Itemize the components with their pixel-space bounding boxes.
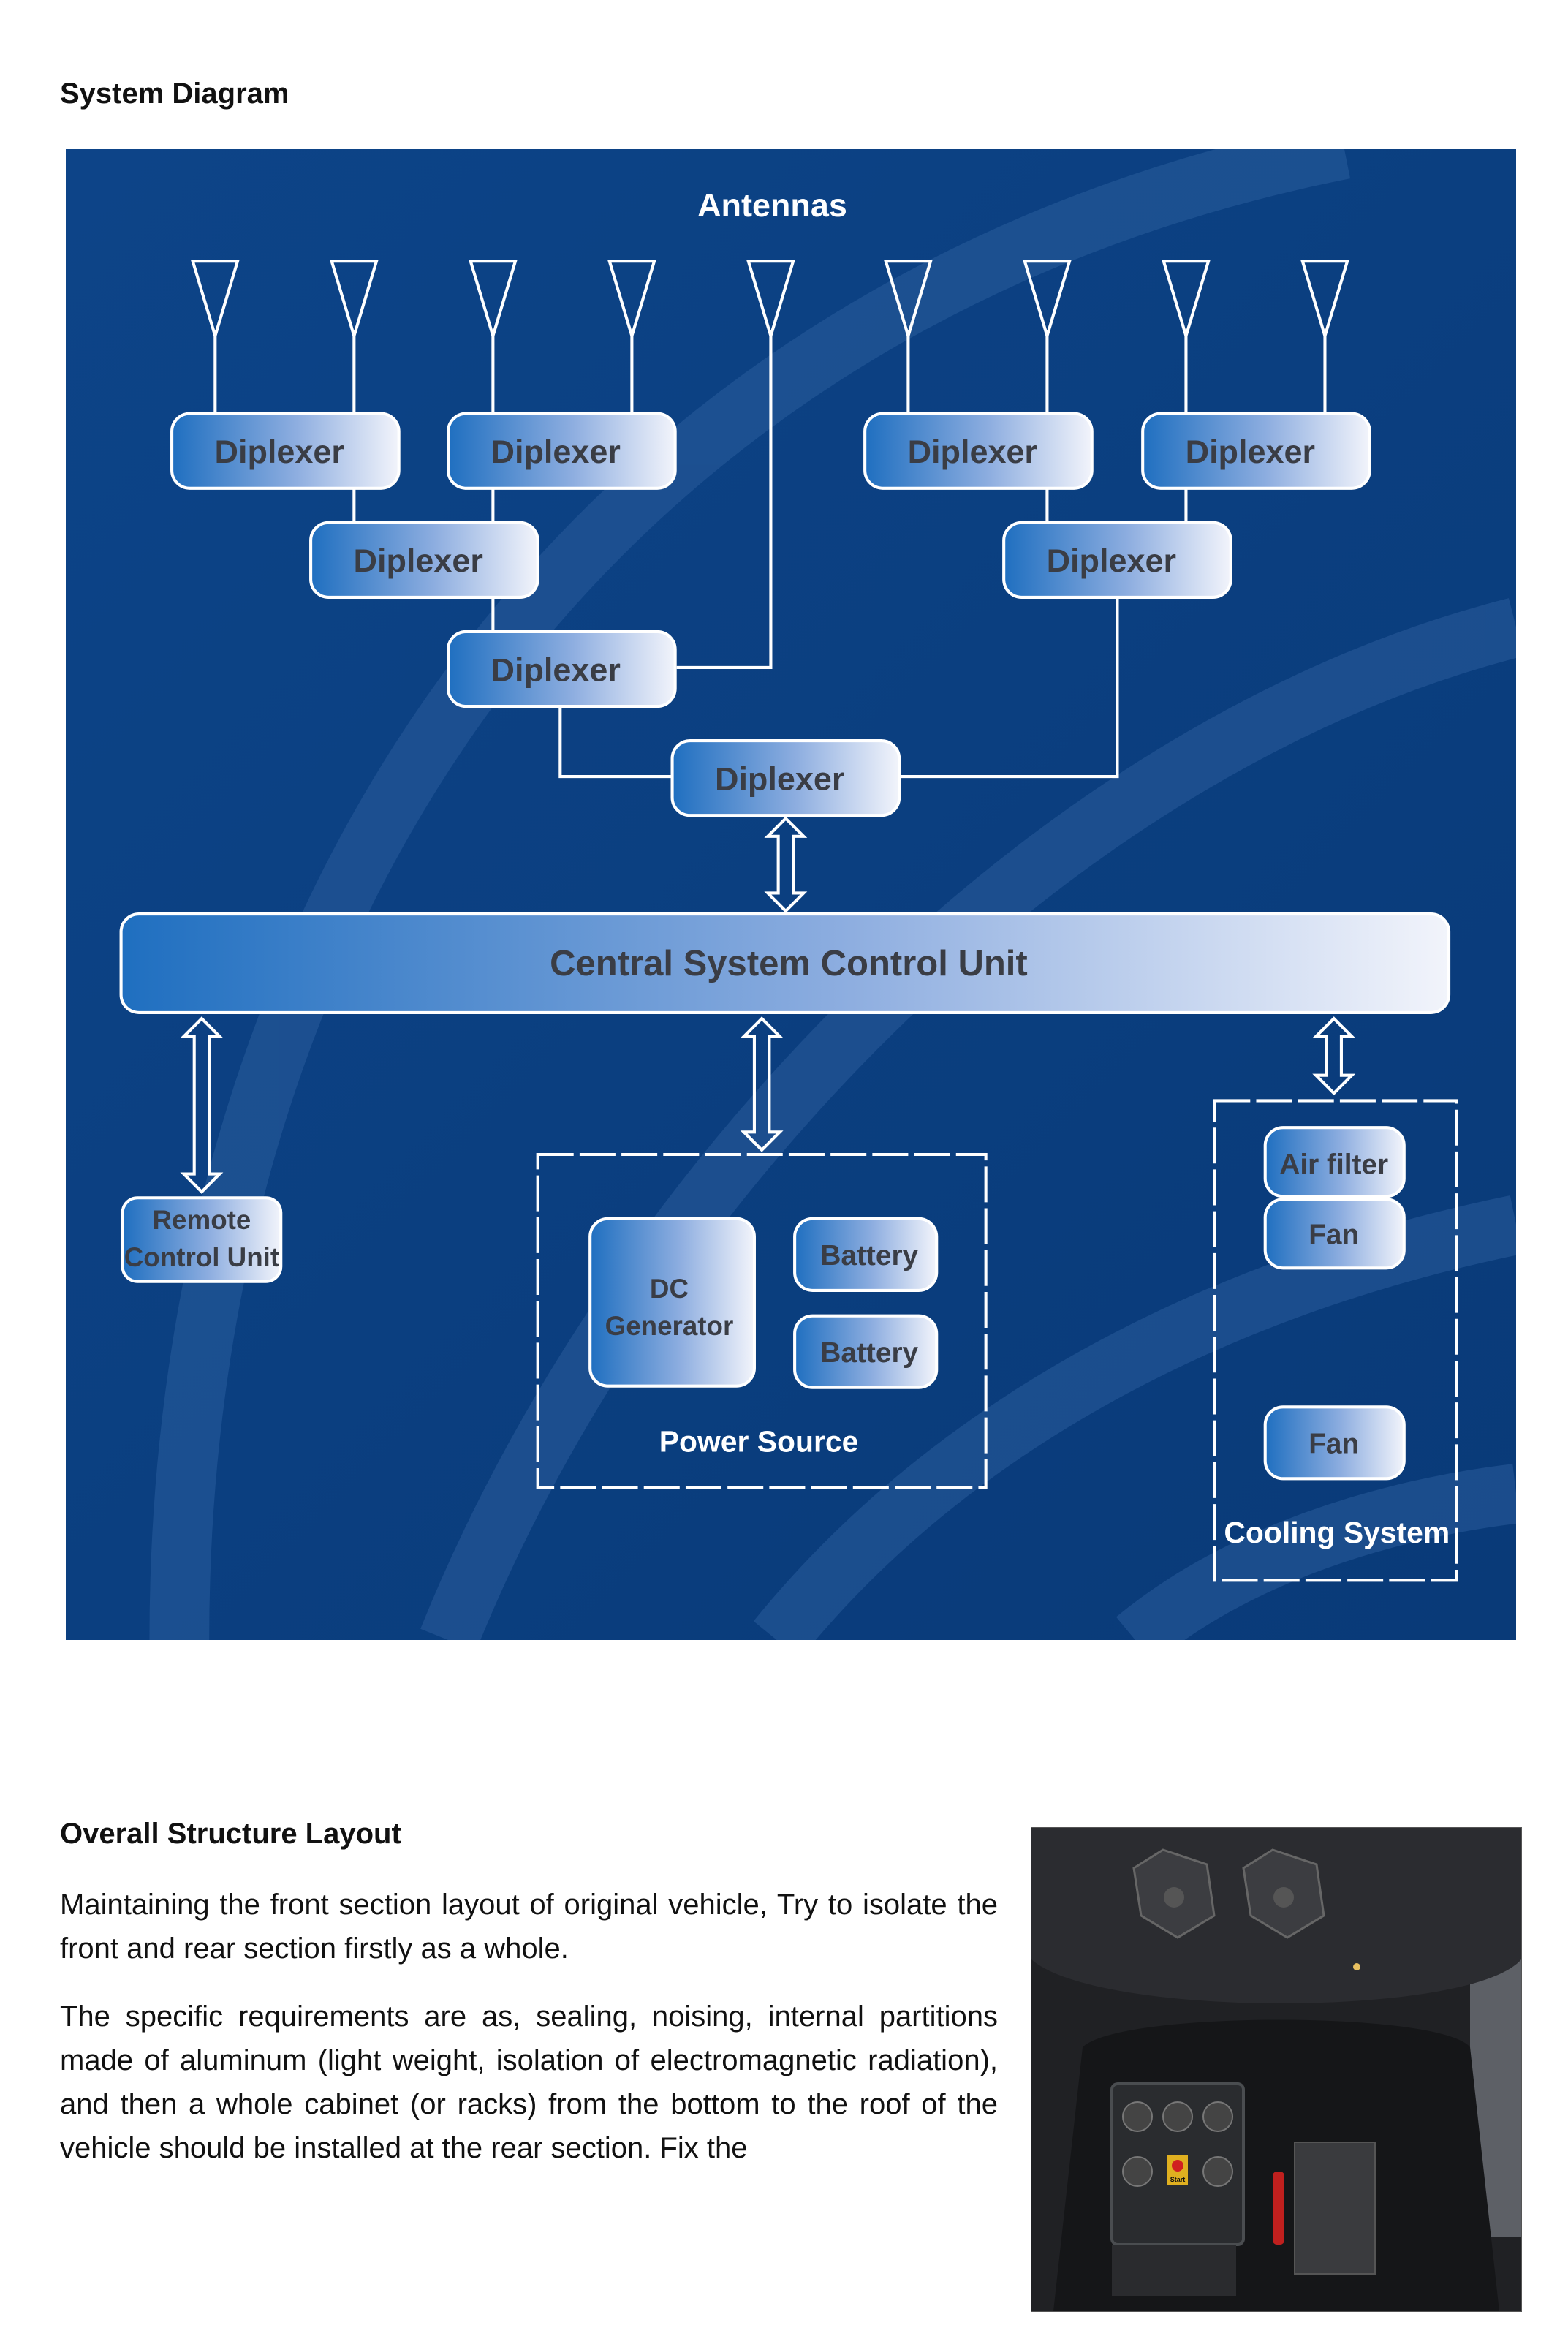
central-control-unit-label: Central System Control Unit (550, 943, 1028, 983)
antennas-label: Antennas (697, 186, 847, 224)
remote-label-line1: Remote (152, 1205, 251, 1236)
dc-generator-line1: DC (649, 1274, 689, 1304)
diplexer-label: Diplexer (353, 542, 483, 580)
fan-1-label: Fan (1308, 1219, 1360, 1251)
section-title-system-diagram: System Diagram (60, 78, 289, 110)
paragraph-2: The specific requirements are as, sealing, noising, internal partitions made of aluminum (light weight, isolation of electromagnetic radiation), and then a whole cabinet (or racks) from the bottom to the roof of the vehicle should be installed at the rear section. Fix the (60, 2000, 998, 2164)
vehicle-rear-photo (1031, 1827, 1522, 2312)
diplexer-label: Diplexer (491, 651, 621, 689)
battery-2-label: Battery (820, 1337, 919, 1369)
diplexer-label: Diplexer (907, 433, 1037, 471)
paragraph-1: Maintaining the front section layout of original vehicle, Try to isolate the front and rear section firstly as a whole. (60, 1889, 998, 1965)
start-button-label: Start (1170, 2176, 1186, 2183)
power-source-label: Power Source (659, 1424, 859, 1459)
diplexer-label: Diplexer (1046, 542, 1176, 580)
battery-1-label: Battery (820, 1240, 919, 1272)
air-filter-label: Air filter (1279, 1149, 1389, 1181)
diplexer-label: Diplexer (491, 433, 621, 471)
fire-extinguisher (1273, 2172, 1284, 2245)
cooling-system-label: Cooling System (1224, 1516, 1450, 1550)
dc-generator-line2: Generator (605, 1311, 734, 1342)
fan-2-label: Fan (1308, 1428, 1360, 1460)
diplexer-label: Diplexer (715, 760, 845, 798)
section-title-structure-layout: Overall Structure Layout (60, 1818, 401, 1850)
diplexer-label: Diplexer (1185, 433, 1315, 471)
remote-label-line2: Control Unit (124, 1242, 280, 1273)
diplexer-label: Diplexer (214, 433, 344, 471)
system-diagram (66, 149, 1516, 1640)
